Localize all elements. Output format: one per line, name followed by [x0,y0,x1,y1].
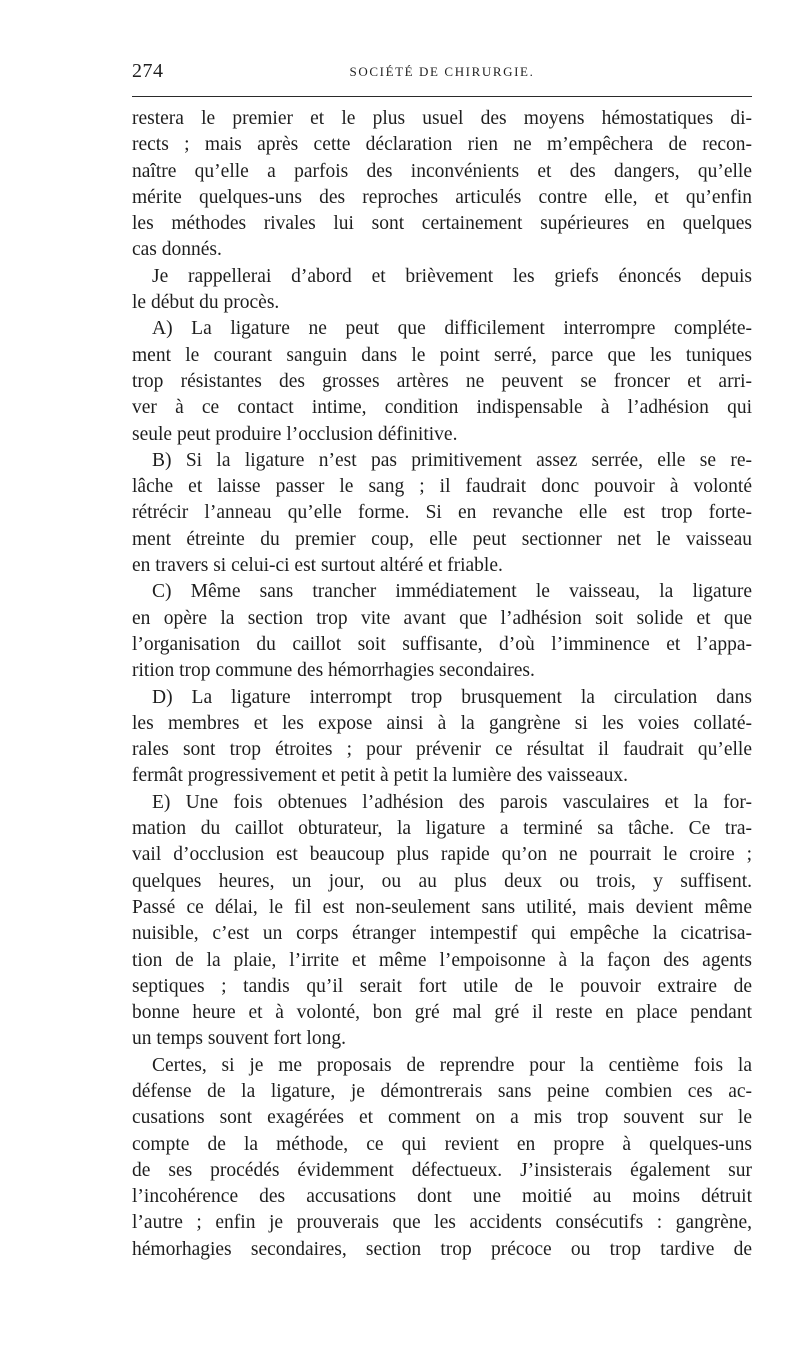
body-text [132,106,752,1263]
text-line: mérite quelques-uns des reproches articulés contre elle, et qu’enfin [132,186,752,208]
text-line: rétrécir l’anneau qu’elle forme. Si en revanche elle est trop forte- [132,502,752,524]
text-line: les méthodes rivales lui sont certainement supérieures en quelques [132,213,752,235]
text-line: ment le courant sanguin dans le point serré, parce que les tuniques [132,344,752,366]
running-head: SOCIÉTÉ DE CHIRURGIE. [349,64,535,79]
text-line: l’organisation du caillot soit suffisante, d’où l’imminence et l’appa- [132,633,752,655]
text-line: rales sont trop étroites ; pour prévenir ce résultat il faudrait qu’elle [132,739,752,761]
text-line: Passé ce délai, le fil est non-seulement sans utilité, mais devient même [132,896,752,918]
text-line: tion de la plaie, l’irrite et même l’empoisonne à la façon des agents [132,949,752,971]
text-line: de ses procédés évidemment défectueux. J’insisterais également sur [132,1159,752,1181]
page-number: 274 [132,60,164,82]
text-line: rition trop commune des hémorrhagies secondaires. [132,660,535,682]
text-line: naître qu’elle a parfois des inconvénients et des dangers, qu’elle [132,160,752,182]
text-line: rects ; mais après cette déclaration rien ne m’empêchera de recon- [132,134,752,156]
page-header [132,60,752,97]
text-line: trop résistantes des grosses artères ne peuvent se froncer et arri- [132,370,752,392]
text-line: en travers si celui-ci est surtout altéré et friable. [132,555,503,577]
text-line: cusations sont exagérées et comment on a mis trop souvent sur le [132,1107,752,1129]
text-line: défense de la ligature, je démontrerais sans peine combien ces ac- [132,1080,752,1102]
text-line: l’autre ; enfin je prouverais que les accidents consécutifs : gangrène, [132,1212,752,1234]
text-line: cas donnés. [132,239,222,261]
text-line: fermât progressivement et petit à petit la lumière des vaisseaux. [132,765,628,787]
text-line: septiques ; tandis qu’il serait fort utile de le pouvoir extraire de [132,975,752,997]
text-line: ment étreinte du premier coup, elle peut sectionner net le vaisseau [132,528,752,550]
text-line: quelques heures, un jour, ou au plus deux ou trois, y suffisent. [132,870,752,892]
text-line: bonne heure et à volonté, bon gré mal gré il reste en place pendant [132,1002,752,1024]
text-line: Certes, si je me proposais de reprendre pour la centième fois la [152,1054,752,1076]
text-line: un temps souvent fort long. [132,1028,346,1050]
text-line: C) Même sans trancher immédiatement le vaisseau, la ligature [152,581,752,603]
text-line: restera le premier et le plus usuel des moyens hémostatiques di- [132,108,752,129]
text-line: D) La ligature interrompt trop brusquement la circulation dans [152,686,752,708]
text-line: hémorhagies secondaires, section trop précoce ou trop tardive de [132,1238,752,1260]
text-line: lâche et laisse passer le sang ; il faudrait donc pouvoir à volonté [132,476,752,498]
text-line: l’incohérence des accusations dont une moitié au moins détruit [132,1186,752,1208]
text-line: ver à ce contact intime, condition indispensable à l’adhésion qui [132,397,752,419]
text-line: compte de la méthode, ce qui revient en propre à quelques-uns [132,1133,752,1155]
text-line: A) La ligature ne peut que difficilement interrompre compléte- [152,318,752,340]
text-line: nuisible, c’est un corps étranger intempestif qui empêche la cicatrisa- [132,923,752,945]
text-line: seule peut produire l’occlusion définitive. [132,423,458,445]
text-line: E) Une fois obtenues l’adhésion des parois vasculaires et la for- [152,791,752,813]
text-line: mation du caillot obturateur, la ligature a terminé sa tâche. Ce tra- [132,818,752,840]
text-line: les membres et les expose ainsi à la gangrène si les voies collaté- [132,712,752,734]
text-line: vail d’occlusion est beaucoup plus rapide qu’on ne pourrait le croire ; [132,844,752,866]
text-line: en opère la section trop vite avant que l’adhésion soit solide et que [132,607,752,629]
text-line: Je rappellerai d’abord et brièvement les griefs énoncés depuis [152,265,752,287]
text-line: B) Si la ligature n’est pas primitivement assez serrée, elle se re- [152,449,752,471]
text-line: le début du procès. [132,292,280,314]
